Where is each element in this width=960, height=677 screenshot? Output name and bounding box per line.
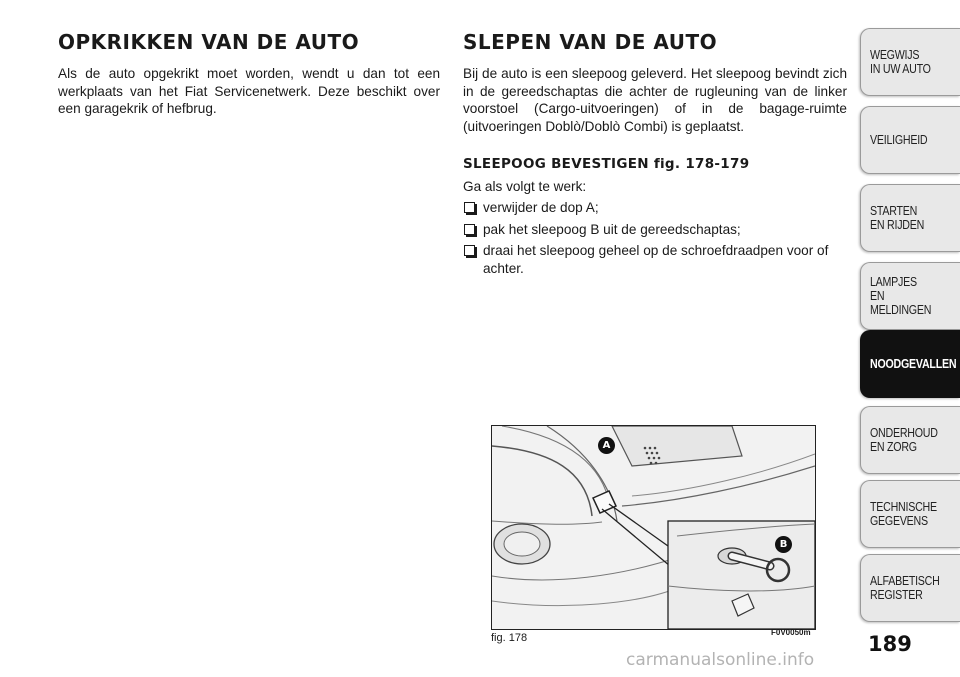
section-title-towing: SLEPEN VAN DE AUTO — [463, 30, 718, 54]
checkbox-bullet-icon — [464, 224, 475, 235]
section-title-jacking: OPKRIKKEN VAN DE AUTO — [58, 30, 360, 54]
tab-wegwijs[interactable]: WEGWIJS IN UW AUTO — [860, 28, 960, 96]
bumper-drawing — [492, 426, 815, 629]
tab-onderhoud[interactable]: ONDERHOUD EN ZORG — [860, 406, 960, 474]
towing-paragraph: Bij de auto is een sleepoog geleverd. Het sleepoog bevindt zich in de gereedschaptas die achter de rugleuning van de linker voorstoel (Cargo-uitvoeringen) of in de bagage-ruimte (uitvoeringen Doblò/Doblò Combi) is geplaatst. — [463, 66, 847, 134]
subheading-tow-eye: SLEEPOOG BEVESTIGEN fig. 178-179 — [463, 156, 750, 172]
figure-caption: fig. 178 — [491, 632, 528, 644]
checkbox-bullet-icon — [464, 202, 475, 213]
tab-technische[interactable]: TECHNISCHE GEGEVENS — [860, 480, 960, 548]
jacking-paragraph: Als de auto opgekrikt moet worden, wendt u dan tot een werkplaats van het Fiat Servicenetwerk. Deze beschikt over een garagekrik of hefbrug. — [58, 66, 440, 116]
figure-code: F0V0050m — [771, 628, 811, 637]
steps-list — [463, 199, 849, 281]
tab-veiligheid[interactable]: VEILIGHEID — [860, 106, 960, 174]
list-item: draai het sleepoog geheel op de schroefdraadpen voor of achter. — [463, 242, 849, 277]
page-number: 189 — [868, 632, 912, 656]
tab-noodgevallen[interactable]: NOODGEVALLEN — [860, 330, 960, 398]
list-item: pak het sleepoog B uit de gereedschaptas; — [463, 221, 849, 239]
tab-starten[interactable]: STARTEN EN RIJDEN — [860, 184, 960, 252]
watermark: carmanualsonline.info — [626, 650, 815, 670]
checkbox-bullet-icon — [464, 245, 475, 256]
list-item: verwijder de dop A; — [463, 199, 849, 217]
callout-a: A — [598, 437, 615, 454]
callout-b: B — [775, 536, 792, 553]
steps-intro: Ga als volgt te werk: — [463, 179, 587, 194]
tow-eye-illustration — [491, 425, 816, 630]
tab-alfabetisch[interactable]: ALFABETISCH REGISTER — [860, 554, 960, 622]
tab-lampjes[interactable]: LAMPJES EN MELDINGEN — [860, 262, 960, 330]
